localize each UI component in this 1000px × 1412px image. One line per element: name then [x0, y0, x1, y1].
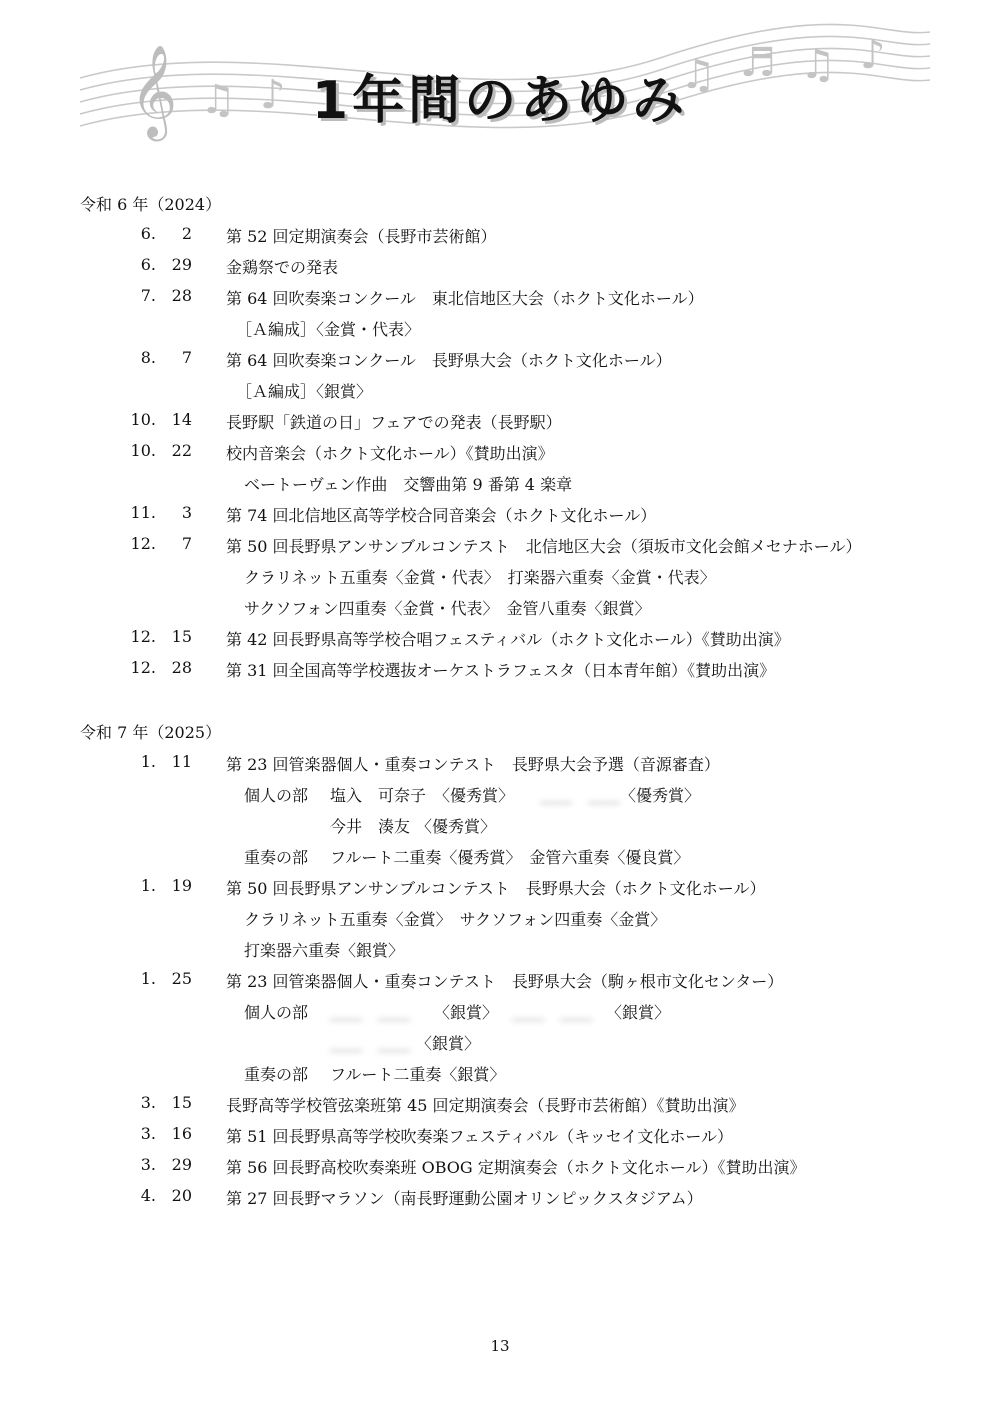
redacted-name: ＿＿ ＿＿ [540, 786, 621, 805]
page-number: 13 [490, 1337, 510, 1355]
redacted-name: ＿＿ ＿＿ [512, 1003, 593, 1022]
entry-text: 金鶏祭での発表 [226, 258, 339, 277]
entry-date: 6. 29 [140, 255, 192, 274]
ensemble-label: 重奏の部 [244, 1065, 309, 1084]
entry-text: 第 31 回全国高等学校選抜オーケストラフェスタ（日本青年館）《賛助出演》 [226, 661, 776, 680]
entry-date: 1. 19 [140, 876, 192, 895]
entry-detail: 打楽器六重奏〈銀賞〉 [244, 941, 405, 960]
entry-detail: ［Ａ編成］〈銀賞〉 [236, 382, 373, 401]
entry-date: 6. 2 [140, 224, 192, 243]
solo-name: 今井 湊友 [330, 817, 411, 836]
ensemble-label: 重奏の部 [244, 848, 309, 867]
entry-text: 第 50 回長野県アンサンブルコンテスト 北信地区大会（須坂市文化会館メセナホール） [226, 537, 862, 556]
solo-award: 〈銀賞〉 [434, 1003, 499, 1022]
entry-detail: クラリネット五重奏〈金賞・代表〉 打楽器六重奏〈金賞・代表〉 [244, 568, 716, 587]
entry-date: 1. 11 [140, 752, 192, 771]
entry-text: 第 50 回長野県アンサンブルコンテスト 長野県大会（ホクト文化ホール） [226, 879, 766, 898]
entry-text: 第 64 回吹奏楽コンクール 長野県大会（ホクト文化ホール） [226, 351, 672, 370]
entry-text: 校内音楽会（ホクト文化ホール）《賛助出演》 [226, 444, 554, 463]
ensemble-results: フルート二重奏〈優秀賞〉 金管六重奏〈優良賞〉 [330, 848, 690, 867]
entry-date: 4. 20 [140, 1186, 192, 1205]
entry-date: 12. 28 [130, 658, 192, 677]
entry-date: 8. 7 [140, 348, 192, 367]
entry-text: 長野高等学校管弦楽班第 45 回定期演奏会（長野市芸術館）《賛助出演》 [226, 1096, 745, 1115]
entry-text: 第 52 回定期演奏会（長野市芸術館） [226, 227, 497, 246]
entry-date: 12. 7 [130, 534, 192, 553]
entry-date: 12. 15 [130, 627, 192, 646]
solo-label: 個人の部 [244, 1003, 309, 1022]
entry-text: 第 56 回長野高校吹奏楽班 OBOG 定期演奏会（ホクト文化ホール）《賛助出演》 [226, 1158, 806, 1177]
redacted-name: ＿＿ ＿＿ [330, 1034, 411, 1053]
entry-date: 1. 25 [140, 969, 192, 988]
page-title: 1年間のあゆみ [311, 71, 689, 131]
svg-text:♫: ♫ [680, 52, 716, 98]
entry-date: 11. 3 [130, 503, 192, 522]
solo-name: 塩入 可奈子 [330, 786, 427, 805]
section-year-2024: 令和 6 年（2024） [80, 195, 222, 214]
entry-date: 7. 28 [140, 286, 192, 305]
svg-text:𝄞: 𝄞 [130, 44, 178, 137]
svg-text:♪: ♪ [860, 32, 886, 78]
entry-date: 10. 14 [130, 410, 192, 429]
ensemble-results: フルート二重奏〈銀賞〉 [330, 1065, 506, 1084]
entry-detail: ベートーヴェン作曲 交響曲第 9 番第 4 楽章 [244, 475, 573, 494]
solo-award: 〈銀賞〉 [606, 1003, 671, 1022]
redacted-name: ＿＿ ＿＿ [330, 1003, 411, 1022]
entry-text: 第 51 回長野県高等学校吹奏楽フェスティバル（キッセイ文化ホール） [226, 1127, 734, 1146]
entry-detail: クラリネット五重奏〈金賞〉 サクソフォン四重奏〈金賞〉 [244, 910, 667, 929]
entry-text: 長野駅「鉄道の日」フェアでの発表（長野駅） [226, 413, 562, 432]
entry-date: 3. 16 [140, 1124, 192, 1143]
svg-text:♫: ♫ [800, 42, 836, 88]
svg-text:♫: ♫ [200, 77, 236, 123]
entry-text: 第 64 回吹奏楽コンクール 東北信地区大会（ホクト文化ホール） [226, 289, 704, 308]
entry-detail: ［Ａ編成］〈金賞・代表〉 [236, 320, 421, 339]
entry-date: 3. 29 [140, 1155, 192, 1174]
solo-award: 〈優秀賞〉 [434, 786, 515, 805]
solo-award: 〈銀賞〉 [416, 1034, 481, 1053]
entry-date: 10. 22 [130, 441, 192, 460]
solo-award: 〈優秀賞〉 [416, 817, 497, 836]
solo-award: 〈優秀賞〉 [620, 786, 701, 805]
entry-text: 第 42 回長野県高等学校合唱フェスティバル（ホクト文化ホール）《賛助出演》 [226, 630, 790, 649]
entry-detail: サクソフォン四重奏〈金賞・代表〉 金管八重奏〈銀賞〉 [244, 599, 651, 618]
entry-text: 第 27 回長野マラソン（南長野運動公園オリンピックスタジアム） [226, 1189, 703, 1208]
entry-date: 3. 15 [140, 1093, 192, 1112]
entry-text: 第 23 回管楽器個人・重奏コンテスト 長野県大会予選（音源審査） [226, 755, 720, 774]
section-year-2025: 令和 7 年（2025） [80, 723, 222, 742]
svg-text:♪: ♪ [260, 72, 286, 118]
svg-text:♬: ♬ [740, 40, 776, 86]
entry-text: 第 23 回管楽器個人・重奏コンテスト 長野県大会（駒ヶ根市文化センター） [226, 972, 784, 991]
entry-text: 第 74 回北信地区高等学校合同音楽会（ホクト文化ホール） [226, 506, 657, 525]
solo-label: 個人の部 [244, 786, 309, 805]
